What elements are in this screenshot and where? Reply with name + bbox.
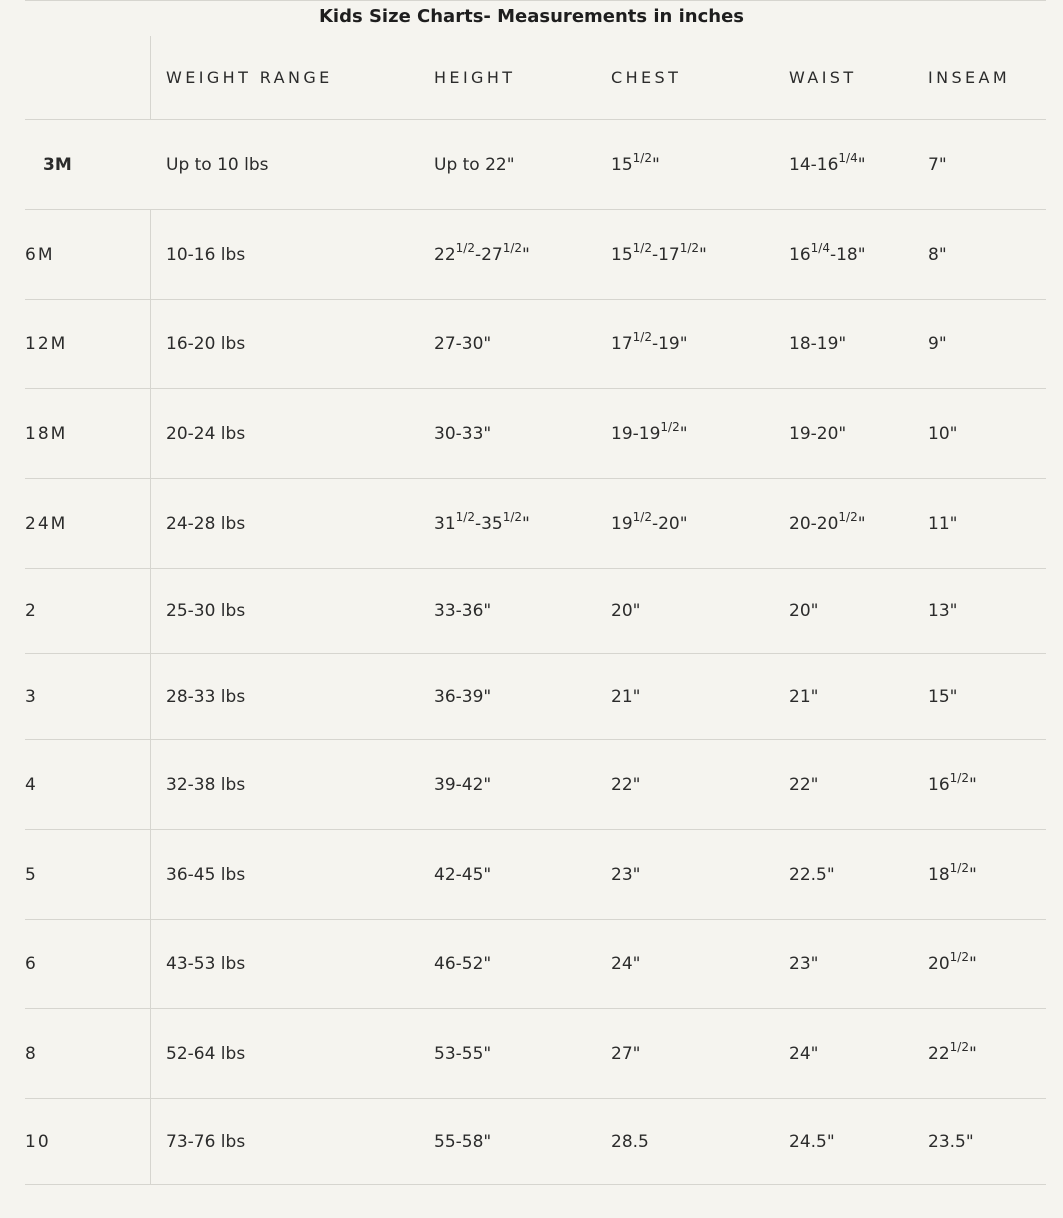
cell-height-value: $22^{1/2}-27^{1/2}$": [434, 240, 530, 265]
cell-weight-range: [166, 389, 245, 478]
cell-height: [434, 479, 530, 568]
cell-size: [25, 210, 54, 299]
cell-inseam: [928, 740, 977, 829]
cell-inseam-value: 8": [928, 244, 947, 265]
cell-weight-range-value: 10-16 lbs: [166, 244, 246, 265]
cell-waist: [789, 300, 846, 388]
table-row: [25, 830, 1046, 920]
cell-inseam-value: $22^{1/2}$": [928, 1039, 977, 1064]
cell-waist: [789, 740, 818, 829]
size-label: 6: [25, 954, 38, 974]
cell-height: [434, 300, 491, 388]
size-label: 2: [25, 601, 38, 621]
cell-waist-value: 23": [789, 954, 819, 974]
cell-inseam: [928, 120, 947, 209]
column-divider: [150, 36, 151, 119]
cell-weight-range: [166, 120, 269, 209]
cell-waist-value: 24.5": [789, 1131, 835, 1152]
column-divider: [150, 479, 151, 568]
cell-size: [25, 654, 38, 739]
cell-chest: [611, 569, 640, 653]
cell-size: [25, 920, 38, 1008]
cell-weight-range-value: 24-28 lbs: [166, 513, 246, 534]
cell-inseam: [928, 479, 957, 568]
table-row: [25, 120, 1046, 210]
cell-height-value: 33-36": [434, 601, 492, 621]
cell-chest-value: 22": [611, 774, 641, 795]
cell-chest: [611, 389, 688, 478]
cell-inseam: [928, 210, 947, 299]
top-divider: [25, 0, 1046, 1]
cell-waist: [789, 1009, 818, 1098]
cell-inseam-value: 13": [928, 601, 958, 621]
cell-waist: [789, 654, 818, 739]
cell-weight-range-value: 73-76 lbs: [166, 1131, 246, 1152]
page-title: Kids Size Charts- Measurements in inches: [318, 6, 745, 27]
cell-chest-value: $15^{1/2}-17^{1/2}$": [611, 240, 707, 265]
table-row: [25, 920, 1046, 1009]
cell-weight-range-value: 25-30 lbs: [166, 601, 246, 621]
cell-waist-value: 22.5": [789, 864, 835, 885]
cell-chest: [611, 830, 640, 919]
cell-chest-value: $19-19^{1/2}$": [611, 419, 688, 444]
cell-height: [434, 210, 530, 299]
cell-height-value: Up to 22": [434, 154, 515, 175]
cell-weight-range-value: 32-38 lbs: [166, 774, 246, 795]
table-header-row: [25, 36, 1046, 120]
column-divider: [150, 920, 151, 1008]
cell-size: [25, 479, 67, 568]
cell-weight-range-value: 16-20 lbs: [166, 334, 246, 354]
cell-height-value: 30-33": [434, 423, 492, 444]
cell-chest-value: 24": [611, 954, 641, 974]
table-row: [25, 740, 1046, 830]
cell-inseam: [928, 1009, 977, 1098]
column-divider: [150, 1099, 151, 1184]
cell-chest: [611, 479, 688, 568]
cell-weight-range-value: 36-45 lbs: [166, 864, 246, 885]
cell-height: [434, 569, 491, 653]
cell-waist-value: $16^{1/4}-18$": [789, 240, 866, 265]
cell-height-value: $31^{1/2}-35^{1/2}$": [434, 509, 530, 534]
header-weight-range: WEIGHT RANGE: [166, 68, 333, 87]
cell-weight-range: [166, 830, 245, 919]
table-row: [25, 389, 1046, 479]
cell-height: [434, 740, 491, 829]
size-label: 12M: [25, 334, 68, 354]
cell-height-value: 36-39": [434, 686, 492, 707]
cell-weight-range: [166, 654, 245, 739]
size-label: 3M: [43, 154, 72, 175]
column-divider: [150, 300, 151, 388]
cell-inseam: [928, 569, 957, 653]
cell-size: [25, 830, 38, 919]
cell-chest: [611, 210, 707, 299]
cell-chest-value: 23": [611, 864, 641, 885]
column-divider: [150, 1009, 151, 1098]
cell-weight-range: [166, 740, 245, 829]
cell-weight-range: [166, 1099, 245, 1184]
cell-waist: [789, 120, 866, 209]
cell-waist: [789, 569, 818, 653]
table-row: [25, 1099, 1046, 1185]
cell-waist: [789, 1099, 835, 1184]
cell-chest-value: $17^{1/2}-19$": [611, 330, 688, 354]
cell-size: [25, 1009, 38, 1098]
cell-chest-value: $19^{1/2}-20$": [611, 509, 688, 534]
cell-chest-value: 20": [611, 601, 641, 621]
cell-height-value: 27-30": [434, 334, 492, 354]
cell-chest-value: 28.5: [611, 1131, 649, 1152]
cell-weight-range: [166, 569, 245, 653]
cell-inseam-value: 23.5": [928, 1131, 974, 1152]
cell-inseam: [928, 300, 947, 388]
table-body: [25, 120, 1046, 1185]
size-label: 24M: [25, 513, 68, 534]
table-row: [25, 300, 1046, 389]
column-divider: [150, 830, 151, 919]
size-label: 4: [25, 774, 38, 795]
cell-height-value: 46-52": [434, 954, 492, 974]
cell-waist: [789, 210, 866, 299]
cell-chest: [611, 1009, 640, 1098]
cell-chest-value: 27": [611, 1043, 641, 1064]
cell-height: [434, 120, 515, 209]
cell-weight-range-value: Up to 10 lbs: [166, 154, 269, 175]
header-inseam: INSEAM: [928, 68, 1011, 87]
cell-chest: [611, 300, 688, 388]
column-divider: [150, 389, 151, 478]
column-divider: [150, 210, 151, 299]
table-row: [25, 479, 1046, 569]
cell-waist: [789, 479, 866, 568]
size-label: 8: [25, 1043, 38, 1064]
cell-size: [25, 569, 38, 653]
cell-weight-range: [166, 1009, 245, 1098]
cell-height-value: 55-58": [434, 1131, 492, 1152]
cell-height-value: 42-45": [434, 864, 492, 885]
cell-height: [434, 920, 491, 1008]
cell-inseam-value: 9": [928, 334, 947, 354]
table-row: [25, 654, 1046, 740]
cell-inseam-value: $20^{1/2}$": [928, 950, 977, 974]
cell-inseam-value: 10": [928, 423, 958, 444]
cell-waist-value: $14-16^{1/4}$": [789, 150, 866, 175]
cell-weight-range: [166, 920, 245, 1008]
header-height: HEIGHT: [434, 68, 516, 87]
cell-waist: [789, 389, 846, 478]
size-label: 5: [25, 864, 38, 885]
column-divider: [150, 654, 151, 739]
cell-height: [434, 1009, 491, 1098]
size-chart-table: [25, 36, 1046, 1185]
cell-size: [25, 389, 67, 478]
cell-chest: [611, 120, 660, 209]
cell-waist: [789, 920, 818, 1008]
cell-height: [434, 389, 491, 478]
size-label: 6M: [25, 244, 55, 265]
cell-chest: [611, 654, 640, 739]
cell-height-value: 53-55": [434, 1043, 492, 1064]
cell-inseam-value: 11": [928, 513, 958, 534]
cell-waist-value: 24": [789, 1043, 819, 1064]
cell-chest: [611, 1099, 649, 1184]
cell-inseam: [928, 1099, 974, 1184]
size-label: 10: [25, 1131, 51, 1152]
cell-weight-range-value: 20-24 lbs: [166, 423, 246, 444]
cell-chest-value: $15^{1/2}$": [611, 150, 660, 175]
cell-inseam-value: $18^{1/2}$": [928, 860, 977, 885]
cell-chest-value: 21": [611, 686, 641, 707]
cell-height: [434, 654, 491, 739]
cell-size: [25, 300, 67, 388]
cell-height: [434, 830, 491, 919]
cell-size: [25, 120, 72, 209]
cell-inseam: [928, 654, 957, 739]
cell-waist: [789, 830, 835, 919]
cell-weight-range: [166, 479, 245, 568]
cell-size: [25, 1099, 51, 1184]
cell-waist-value: 19-20": [789, 423, 847, 444]
cell-chest: [611, 740, 640, 829]
column-divider: [150, 740, 151, 829]
cell-weight-range: [166, 300, 245, 388]
cell-waist-value: 21": [789, 686, 819, 707]
cell-inseam-value: 7": [928, 154, 947, 175]
header-chest: CHEST: [611, 68, 682, 87]
cell-height-value: 39-42": [434, 774, 492, 795]
column-divider: [150, 569, 151, 653]
cell-chest: [611, 920, 640, 1008]
table-row: [25, 569, 1046, 654]
cell-waist-value: 22": [789, 774, 819, 795]
cell-waist-value: 18-19": [789, 334, 847, 354]
cell-inseam-value: $16^{1/2}$": [928, 770, 977, 795]
cell-height: [434, 1099, 491, 1184]
header-waist: WAIST: [789, 68, 857, 87]
table-row: [25, 1009, 1046, 1099]
cell-inseam: [928, 830, 977, 919]
cell-weight-range-value: 28-33 lbs: [166, 686, 246, 707]
cell-inseam: [928, 389, 957, 478]
cell-waist-value: 20": [789, 601, 819, 621]
size-label: 3: [25, 686, 38, 707]
cell-waist-value: $20-20^{1/2}$": [789, 509, 866, 534]
cell-inseam: [928, 920, 977, 1008]
cell-weight-range: [166, 210, 245, 299]
table-row: [25, 210, 1046, 300]
cell-size: [25, 740, 38, 829]
cell-inseam-value: 15": [928, 686, 958, 707]
size-label: 18M: [25, 423, 68, 444]
cell-weight-range-value: 52-64 lbs: [166, 1043, 246, 1064]
cell-weight-range-value: 43-53 lbs: [166, 954, 246, 974]
